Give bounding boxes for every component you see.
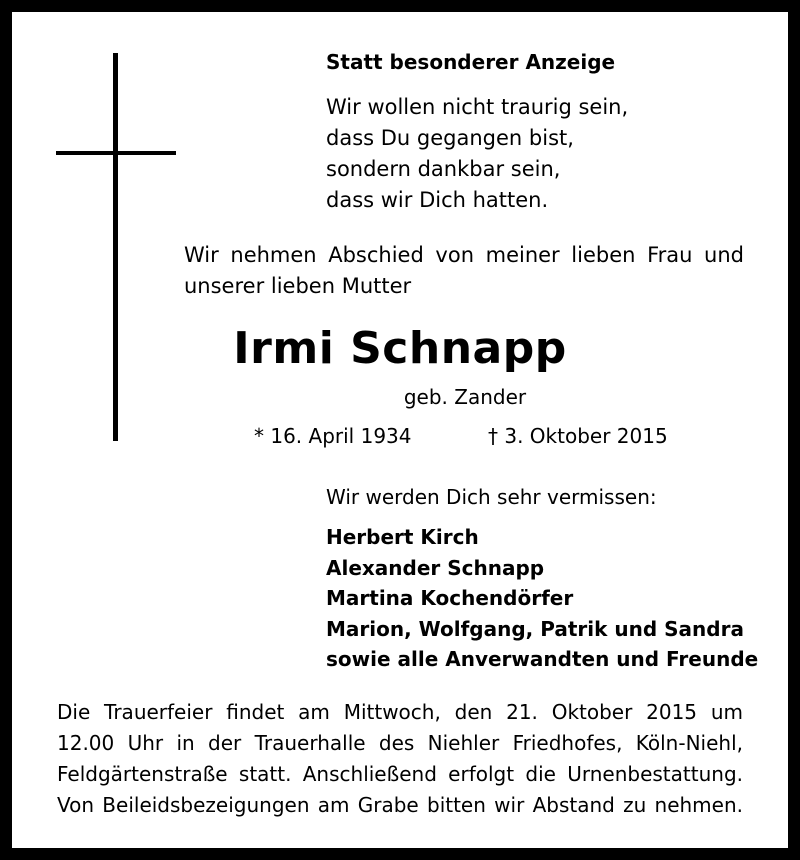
poem-line: dass Du gegangen bist,	[326, 126, 574, 150]
death-date: † 3. Oktober 2015	[488, 424, 668, 448]
mourners-list	[326, 522, 758, 675]
notice-heading: Statt besonderer Anzeige	[326, 50, 616, 74]
funeral-info-line: Feldgärtenstraße statt. Anschließend erfolgt die Urnenbestattung.	[57, 762, 743, 786]
deceased-name: Irmi Schnapp	[233, 323, 567, 374]
missing-line: Wir werden Dich sehr vermissen:	[326, 485, 657, 509]
poem	[326, 92, 628, 216]
funeral-info-line: Von Beileidsbezeigungen am Grabe bitten wir Abstand zu nehmen.	[57, 793, 743, 817]
mourner-name: Martina Kochendörfer	[326, 586, 574, 610]
mourner-name: Alexander Schnapp	[326, 555, 545, 580]
poem-line: sondern dankbar sein,	[326, 157, 561, 181]
farewell-line: unserer lieben Mutter	[184, 274, 412, 298]
cross-horizontal-bar	[56, 151, 176, 155]
poem-line: Wir wollen nicht traurig sein,	[326, 95, 629, 119]
farewell-line: Wir nehmen Abschied von meiner lieben Frau und	[184, 243, 744, 267]
birth-date: * 16. April 1934	[254, 424, 412, 448]
funeral-info-line: Die Trauerfeier findet am Mittwoch, den 21. Oktober 2015 um	[57, 700, 743, 724]
mourner-name: Marion, Wolfgang, Patrik und Sandra	[326, 616, 744, 641]
maiden-name: geb. Zander	[403, 385, 527, 409]
mourner-name: Herbert Kirch	[326, 525, 479, 549]
funeral-info-line: 12.00 Uhr in der Trauerhalle des Niehler Friedhofes, Köln-Niehl,	[57, 731, 743, 755]
farewell-text	[184, 240, 744, 302]
mourner-name: sowie alle Anverwandten und Freunde	[326, 647, 759, 671]
cross-vertical-bar	[113, 53, 118, 441]
poem-line: dass wir Dich hatten.	[326, 188, 549, 212]
funeral-info	[57, 697, 743, 821]
